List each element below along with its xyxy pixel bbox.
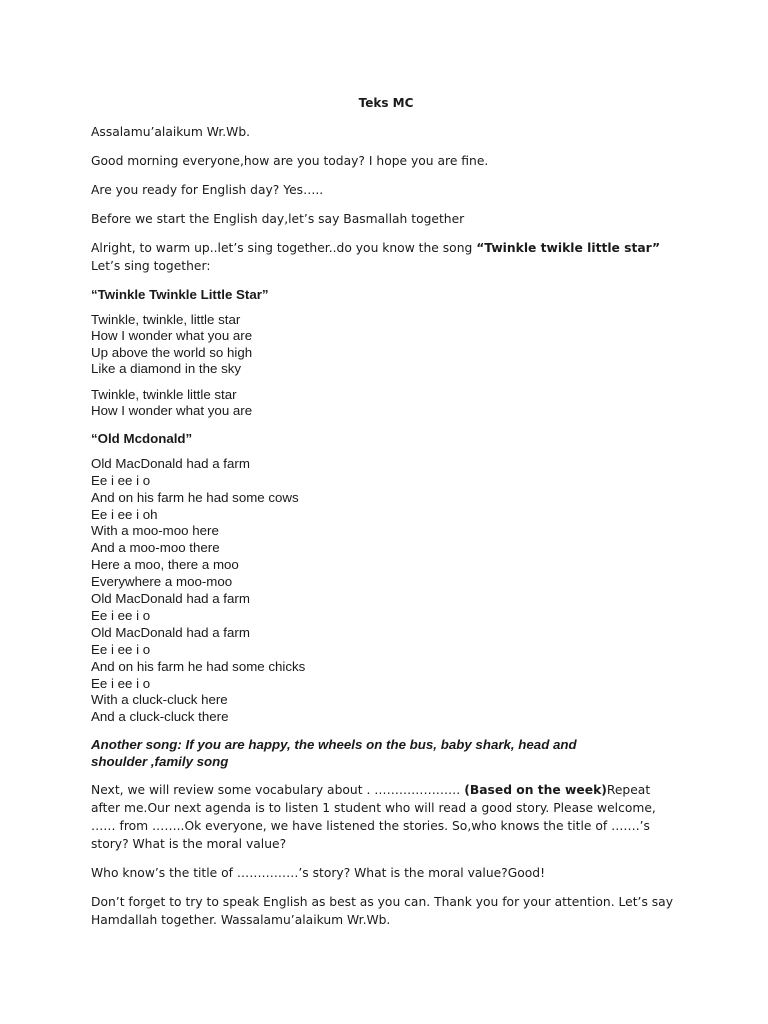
song-title-twinkle: “Twinkle Twinkle Little Star” bbox=[91, 287, 269, 302]
lyric-line: How I wonder what you are bbox=[91, 328, 253, 344]
lyric-line: Ee i ee i o bbox=[91, 472, 151, 488]
warmup-text-before: Alright, to warm up..let’s sing together..do you know the song bbox=[91, 241, 477, 255]
lyric-line: And a cluck-cluck there bbox=[91, 709, 229, 725]
who-knows-paragraph: Who know’s the title of ……………’s story? What is the moral value?Good! bbox=[91, 866, 546, 881]
lyric-line: Everywhere a moo-moo bbox=[91, 574, 233, 590]
lyric-line: With a moo-moo here bbox=[91, 523, 219, 539]
morning-paragraph: Good morning everyone,how are you today? I hope you are fine. bbox=[91, 154, 489, 168]
warmup-paragraph bbox=[91, 239, 681, 275]
greeting-paragraph: Assalamu’alaikum Wr.Wb. bbox=[91, 125, 251, 139]
document-body bbox=[91, 94, 681, 940]
basmallah-paragraph: Before we start the English day,let’s say Basmallah together bbox=[91, 212, 465, 226]
closing-paragraph: Don’t forget to try to speak English as best as you can. Thank you for your attention. Let’s say Hamdallah together. Wassalamu’alaikum Wr.Wb. bbox=[91, 895, 673, 928]
lyric-line: Here a moo, there a moo bbox=[91, 557, 239, 573]
review-bold-note: (Based on the week) bbox=[464, 783, 607, 798]
lyric-line: How I wonder what you are bbox=[91, 403, 253, 419]
review-text-before: Next, we will review some vocabulary about . ………………… bbox=[91, 783, 465, 798]
twinkle-verse-2 bbox=[91, 387, 681, 420]
twinkle-verse-1 bbox=[91, 312, 681, 377]
lyric-line: Like a diamond in the sky bbox=[91, 360, 242, 376]
lyric-line: Ee i ee i oh bbox=[91, 506, 158, 522]
lyric-line: And on his farm he had some chicks bbox=[91, 658, 306, 674]
lyric-line: Up above the world so high bbox=[91, 344, 253, 360]
another-song-heading: Another song: If you are happy, the wheels on the bus, baby shark, head and shoulder ,family song bbox=[91, 737, 577, 770]
lyric-line: Ee i ee i o bbox=[91, 675, 151, 691]
lyric-line: And a moo-moo there bbox=[91, 540, 220, 556]
warmup-text-after: Let’s sing together: bbox=[91, 259, 211, 273]
lyric-line: Ee i ee i o bbox=[91, 607, 151, 623]
lyric-line: Old MacDonald had a farm bbox=[91, 624, 250, 640]
lyric-line: Twinkle, twinkle, little star bbox=[91, 312, 241, 327]
document-title: Teks MC bbox=[358, 96, 414, 110]
lyric-line: With a cluck-cluck here bbox=[91, 692, 228, 708]
review-paragraph bbox=[91, 781, 681, 853]
lyric-line: Old MacDonald had a farm bbox=[91, 455, 250, 471]
review-text-after: Repeat after me.Our next agenda is to listen 1 student who will read a good story. Please welcome, …… from ……..Ok everyone, we have listened the stories. So,who knows the title of …….’s story? What is the moral value? bbox=[91, 783, 656, 852]
lyric-line: Old MacDonald had a farm bbox=[91, 591, 250, 607]
warmup-song-name: “Twinkle twikle little star” bbox=[476, 241, 661, 255]
lyric-line: Ee i ee i o bbox=[91, 641, 151, 657]
lyric-line: Twinkle, twinkle little star bbox=[91, 387, 237, 403]
lyric-line: And on his farm he had some cows bbox=[91, 489, 299, 505]
ready-paragraph: Are you ready for English day? Yes….. bbox=[91, 183, 324, 197]
old-mcdonald-lyrics bbox=[91, 456, 681, 727]
song-title-old-mcdonald: “Old Mcdonald” bbox=[91, 430, 193, 446]
